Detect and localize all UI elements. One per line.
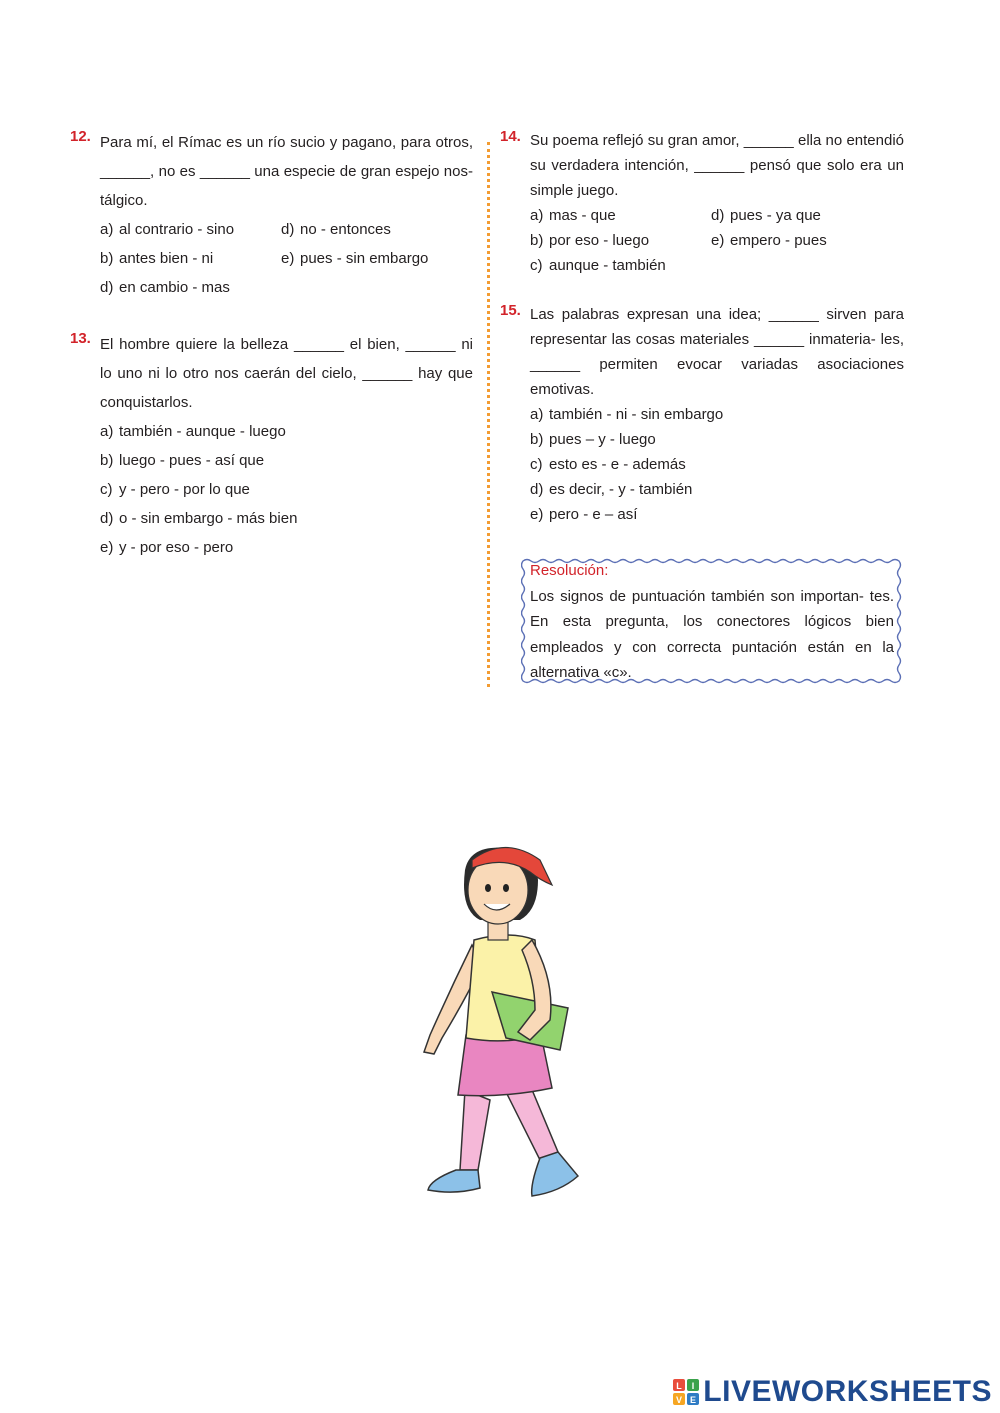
resolution-text: Los signos de puntuación también son importan- tes. En esta pregunta, los conectores lógicos bien empleados y con correcta puntación están en la alternativa «c». bbox=[530, 587, 894, 681]
svg-text:V: V bbox=[676, 1395, 683, 1405]
option-c[interactable]: c) y - pero - por lo que bbox=[100, 481, 250, 498]
question-13 bbox=[70, 330, 473, 562]
option-e[interactable]: e) y - por eso - pero bbox=[100, 539, 234, 556]
question-12 bbox=[70, 128, 473, 302]
option-b[interactable]: b) por eso - luego bbox=[530, 232, 650, 249]
question-number: 14. bbox=[500, 128, 521, 145]
resolution-box bbox=[521, 558, 903, 684]
option-d[interactable]: d) pues - ya que bbox=[711, 207, 821, 224]
question-stem: Las palabras expresan una idea; ______ sirven para representar las cosas materiales ______ inmateria- les, ______ permiten evocar variadas asociaciones emotivas. bbox=[530, 306, 904, 398]
divider-dotted bbox=[487, 142, 490, 687]
option-b[interactable]: b) luego - pues - así que bbox=[100, 452, 265, 469]
question-15 bbox=[500, 302, 904, 527]
svg-text:E: E bbox=[690, 1395, 697, 1405]
question-number: 13. bbox=[70, 330, 91, 347]
option-d[interactable]: d) es decir, - y - también bbox=[530, 481, 693, 498]
option-c[interactable]: c) esto es - e - además bbox=[530, 456, 686, 473]
svg-text:L: L bbox=[676, 1381, 683, 1391]
question-number: 15. bbox=[500, 302, 521, 319]
question-stem: Para mí, el Rímac es un río sucio y pagano, para otros, ______, no es ______ una especie de gran espejo nos- tálgico. bbox=[100, 134, 473, 209]
resolution-title: Resolución: bbox=[530, 562, 609, 579]
option-a[interactable]: a) mas - que bbox=[530, 207, 616, 224]
option-d[interactable]: d) no - entonces bbox=[281, 221, 391, 238]
left-column bbox=[70, 128, 473, 562]
option-e[interactable]: e) pero - e – así bbox=[530, 506, 638, 523]
liveworksheets-brand bbox=[672, 1375, 992, 1409]
option-a[interactable]: a) también - ni - sin embargo bbox=[530, 406, 724, 423]
liveworksheets-logo-icon bbox=[672, 1378, 700, 1406]
brand-name[interactable]: LIVEWORKSHEETS bbox=[703, 1375, 992, 1408]
right-column bbox=[500, 128, 904, 527]
question-number: 12. bbox=[70, 128, 91, 145]
girl-illustration bbox=[410, 840, 590, 1205]
option-a[interactable]: a) al contrario - sino bbox=[100, 221, 235, 238]
option-a[interactable]: a) también - aunque - luego bbox=[100, 423, 286, 440]
option-e[interactable]: e) empero - pues bbox=[711, 232, 827, 249]
option-b[interactable]: b) pues – y - luego bbox=[530, 431, 656, 448]
option-c[interactable]: c) aunque - también bbox=[530, 257, 666, 274]
option-e[interactable]: e) pues - sin embargo bbox=[281, 250, 429, 267]
question-stem: El hombre quiere la belleza ______ el bien, ______ ni lo uno ni lo otro nos caerán del cielo, ______ hay que conquistarlos. bbox=[100, 336, 473, 411]
svg-text:I: I bbox=[692, 1381, 695, 1391]
option-d[interactable]: d) o - sin embargo - más bien bbox=[100, 510, 298, 527]
option-d-second[interactable]: d) en cambio - mas bbox=[100, 279, 230, 296]
question-stem: Su poema reflejó su gran amor, ______ ella no entendió su verdadera intención, ______ pensó que solo era un simple juego. bbox=[530, 132, 904, 199]
question-14 bbox=[500, 128, 904, 278]
option-b[interactable]: b) antes bien - ni bbox=[100, 250, 214, 267]
